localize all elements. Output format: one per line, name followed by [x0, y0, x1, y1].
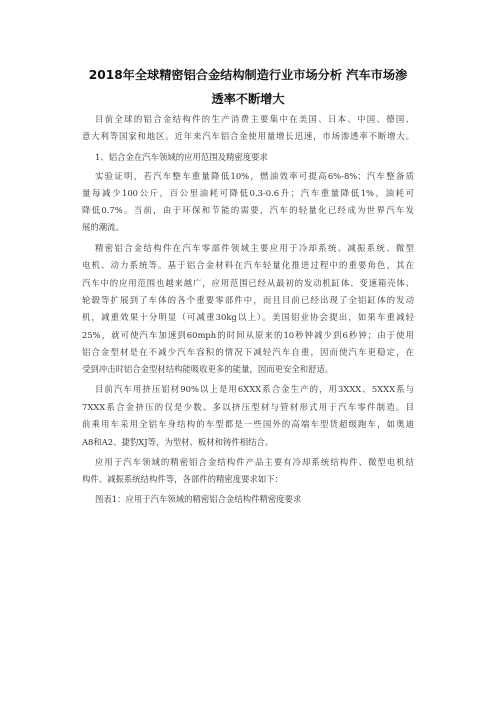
paragraph-line: 实验证明，若汽车整车重量降低10%，燃油效率可提高6%-8%；汽车整备质 [95, 171, 414, 181]
title-line-1: 2018年全球精密铝合金结构制造行业市场分析 汽车市场渗 [88, 68, 408, 82]
paragraph-line: 汽车中的应用范围也越来越广，应用范围已经从最初的发动机缸体、变速箱壳体、 [82, 278, 414, 288]
paragraph-line: 展的潮流。 [82, 222, 124, 232]
paragraph-line: 受到冲击时铝合金型材结构能吸收更多的能量，因而更安全和舒适。 [82, 364, 334, 374]
paragraph-line: 电机、动力系统等。基于铝合金材料在汽车轻量化推进过程中的重要角色，其在 [82, 260, 414, 270]
title-line-2: 透率不断增大 [211, 92, 285, 106]
paragraph-line: 量每减少100公斤，百公里油耗可降低0.3-0.6升；汽车重量降低1%，油耗可 [82, 188, 414, 198]
section-heading: 1、铝合金在汽车领域的应用范围及精密度要求 [95, 152, 268, 162]
paragraph-line: 轮毂等扩展到了车体的各个重要零部件中，而且目前已经出现了全铝缸体的发动 [82, 295, 414, 305]
paragraph-line: 目前汽车用挤压铝材90%以上是用6XXX系合金生产的，用3XXX、5XXX系与 [95, 384, 414, 394]
paragraph-line: 意大利等国家和地区。近年来汽车铝合金使用量增长迅速，市场渗透率不断增大。 [82, 131, 414, 141]
paragraph-line: 应用于汽车领域的精密铝合金结构件产品主要有冷却系统结构件、微型电机结 [95, 457, 414, 467]
paragraph-line: 目前全球的铝合金结构件的生产消费主要集中在美国、日本、中国、德国、 [95, 114, 414, 124]
paragraph-line: 前乘用车采用全铝车身结构的车型都是一些国外的高端车型货超级跑车，如奥迪 [82, 419, 414, 429]
paragraph-line: 构件、减振系统结构件等，各部件的精密度要求如下： [82, 474, 283, 484]
paragraph-line: 机，减重效果十分明显（可减重30kg以上）。美国铝业协会提出，如果车重减轻 [82, 312, 414, 322]
paragraph-line: 25%，就可使汽车加速到60mph的时间从原来的10秒钟减少到6秒钟；由于使用 [82, 330, 414, 340]
paragraph-line: 精密铝合金结构件在汽车零部件领域主要应用于冷却系统、减振系统、微型 [95, 243, 414, 253]
paragraph-line: 降低0.7%。当前，由于环保和节能的需要，汽车的轻量化已经成为世界汽车发 [82, 205, 414, 215]
figure-caption: 图表1：应用于汽车领域的精密铝合金结构件精密度要求 [95, 494, 302, 504]
paragraph-line: 7XXX系合金挤压的仅是少数。多以挤压型材与管材形式用于汽车零件制造。目 [82, 402, 414, 412]
paragraph-line: 铝合金型材是在不减少汽车容积的情况下减轻汽车自重，因而使汽车更稳定，在 [82, 347, 414, 357]
paragraph-line: A8和A2、捷豹XJ等，为型材、板材和铸件相结合。 [82, 437, 274, 447]
